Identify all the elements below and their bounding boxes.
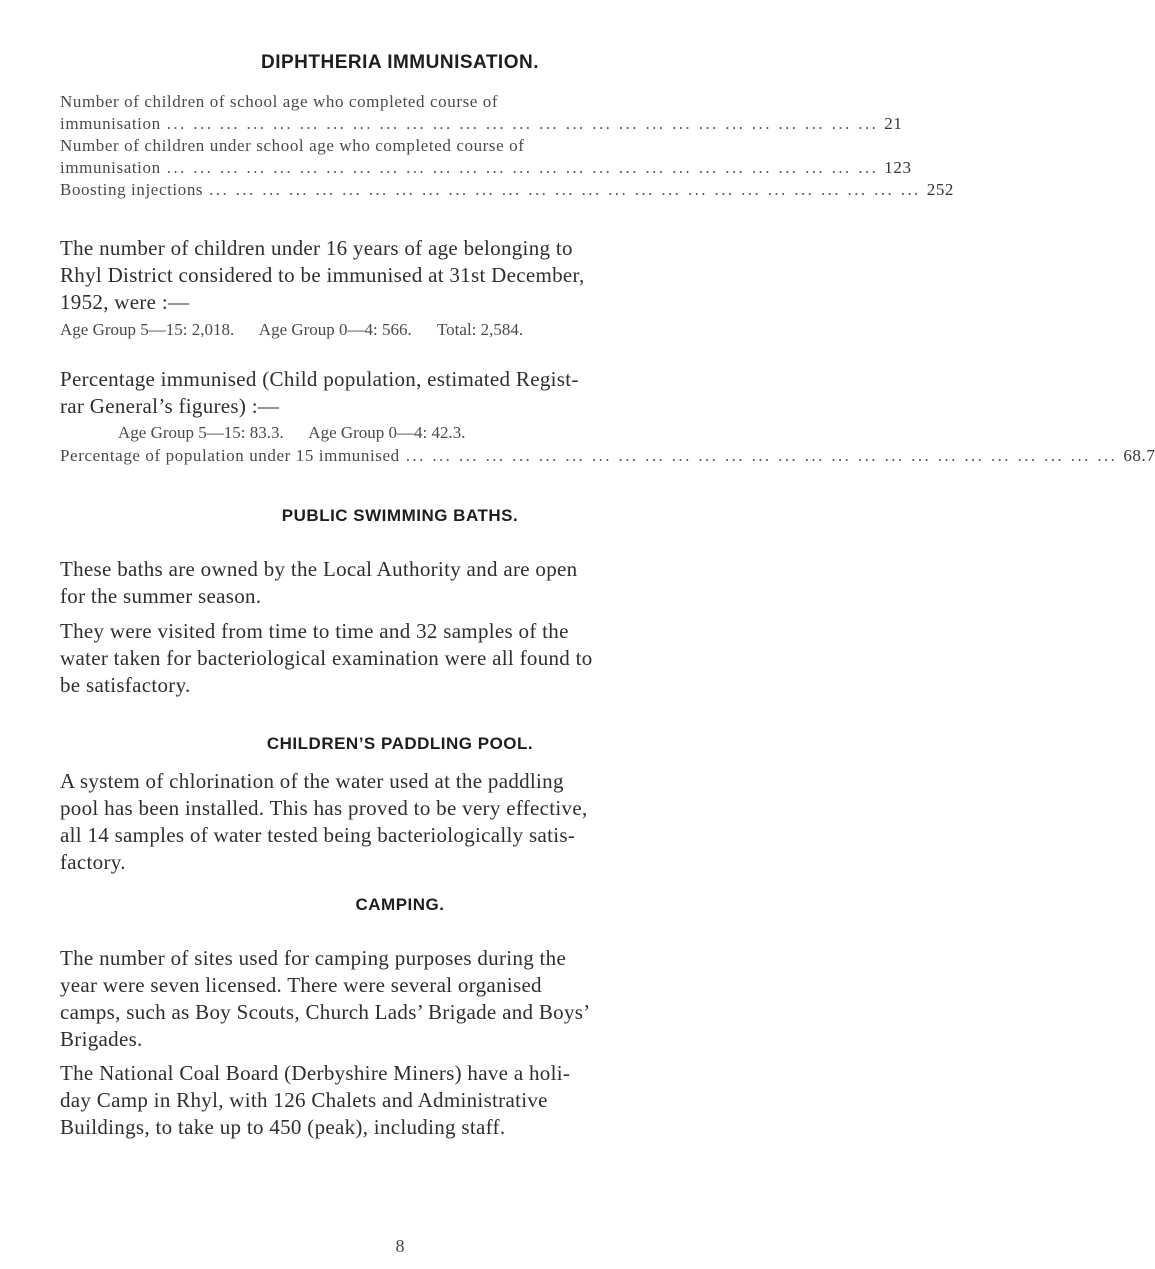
paragraph-camping-sites: [60, 945, 740, 1053]
text-line: rar General’s figures) :—: [60, 394, 280, 418]
stat-value: 68.7: [1123, 446, 1155, 465]
text-line: The National Coal Board (Derbyshire Miners) have a holi-: [60, 1061, 571, 1085]
leader-dots: ... ... ... ... ... ... ... ... ... ... ... ... ... ... ... ... ... ... ... ... ... ... ... ... ... ... ...: [166, 158, 879, 177]
stat-label: immunisation: [60, 158, 161, 177]
text-line: Buildings, to take up to 450 (peak), including staff.: [60, 1115, 506, 1139]
text-line: all 14 samples of water tested being bacteriologically satis-: [60, 823, 576, 847]
text-line: year were seven licensed. There were several organised: [60, 973, 542, 997]
text-line: The number of children under 16 years of age belonging to: [60, 236, 573, 260]
stat-label: Number of children of school age who completed course of: [60, 92, 499, 111]
stat-label: immunisation: [60, 114, 161, 133]
paragraph-national-coal-board-camp: [60, 1060, 740, 1141]
text-line: Percentage immunised (Child population, estimated Regist-: [60, 367, 579, 391]
leader-dots: ... ... ... ... ... ... ... ... ... ... ... ... ... ... ... ... ... ... ... ... ... ... ... ... ... ... ...: [209, 180, 921, 199]
age-group-percentages-text: Age Group 5—15: 83.3. Age Group 0—4: 42.3.: [118, 423, 466, 442]
leader-dots: ... ... ... ... ... ... ... ... ... ... ... ... ... ... ... ... ... ... ... ... ... ... ... ... ... ... ...: [405, 446, 1118, 465]
page-number: 8: [395, 1236, 405, 1256]
age-group-totals: [60, 320, 740, 340]
text-line: 1952, were :—: [60, 290, 190, 314]
text-line: be satisfactory.: [60, 673, 191, 697]
age-group-totals-text: Age Group 5—15: 2,018. Age Group 0—4: 566. Total: 2,584.: [60, 320, 524, 339]
stat-label: Number of children under school age who completed course of: [60, 136, 525, 155]
heading-public-swimming-baths: PUBLIC SWIMMING BATHS.: [281, 506, 519, 525]
paragraph-swimming-baths-samples: [60, 618, 740, 699]
paragraph-percentage-immunised: [60, 366, 740, 420]
text-line: A system of chlorination of the water used at the paddling: [60, 769, 564, 793]
heading-childrens-paddling-pool: CHILDREN’S PADDLING POOL.: [266, 734, 534, 753]
text-line: These baths are owned by the Local Authority and are open: [60, 557, 578, 581]
stat-under-school-age-immunised: [60, 136, 912, 180]
stat-value: 123: [884, 158, 912, 177]
paragraph-paddling-pool-chlorination: [60, 768, 740, 876]
text-line: pool has been installed. This has proved to be very effective,: [60, 796, 588, 820]
heading-camping: CAMPING.: [355, 895, 445, 914]
stat-boosting-injections: [60, 180, 955, 202]
heading-diphtheria-immunisation: DIPHTHERIA IMMUNISATION.: [261, 52, 539, 73]
text-line: The number of sites used for camping purposes during the: [60, 946, 567, 970]
stat-population-percentage: [60, 446, 1155, 468]
text-line: day Camp in Rhyl, with 126 Chalets and Administrative: [60, 1088, 548, 1112]
text-line: They were visited from time to time and 32 samples of the: [60, 619, 569, 643]
text-line: camps, such as Boy Scouts, Church Lads’ Brigade and Boys’: [60, 1000, 591, 1024]
age-group-percentages: [118, 423, 718, 443]
text-line: Rhyl District considered to be immunised at 31st December,: [60, 263, 585, 287]
leader-dots: ... ... ... ... ... ... ... ... ... ... ... ... ... ... ... ... ... ... ... ... ... ... ... ... ... ... ...: [166, 114, 879, 133]
paragraph-swimming-baths-ownership: [60, 556, 740, 610]
stat-value: 252: [926, 180, 955, 199]
text-line: for the summer season.: [60, 584, 262, 608]
stat-school-age-immunised: [60, 92, 903, 136]
stat-value: 21: [884, 114, 903, 133]
stat-label: Boosting injections: [60, 180, 204, 199]
text-line: factory.: [60, 850, 126, 874]
text-line: Brigades.: [60, 1027, 143, 1051]
text-line: water taken for bacteriological examination were all found to: [60, 646, 593, 670]
stat-label: Percentage of population under 15 immunised: [60, 446, 400, 465]
paragraph-under-16-immunised: [60, 235, 740, 316]
